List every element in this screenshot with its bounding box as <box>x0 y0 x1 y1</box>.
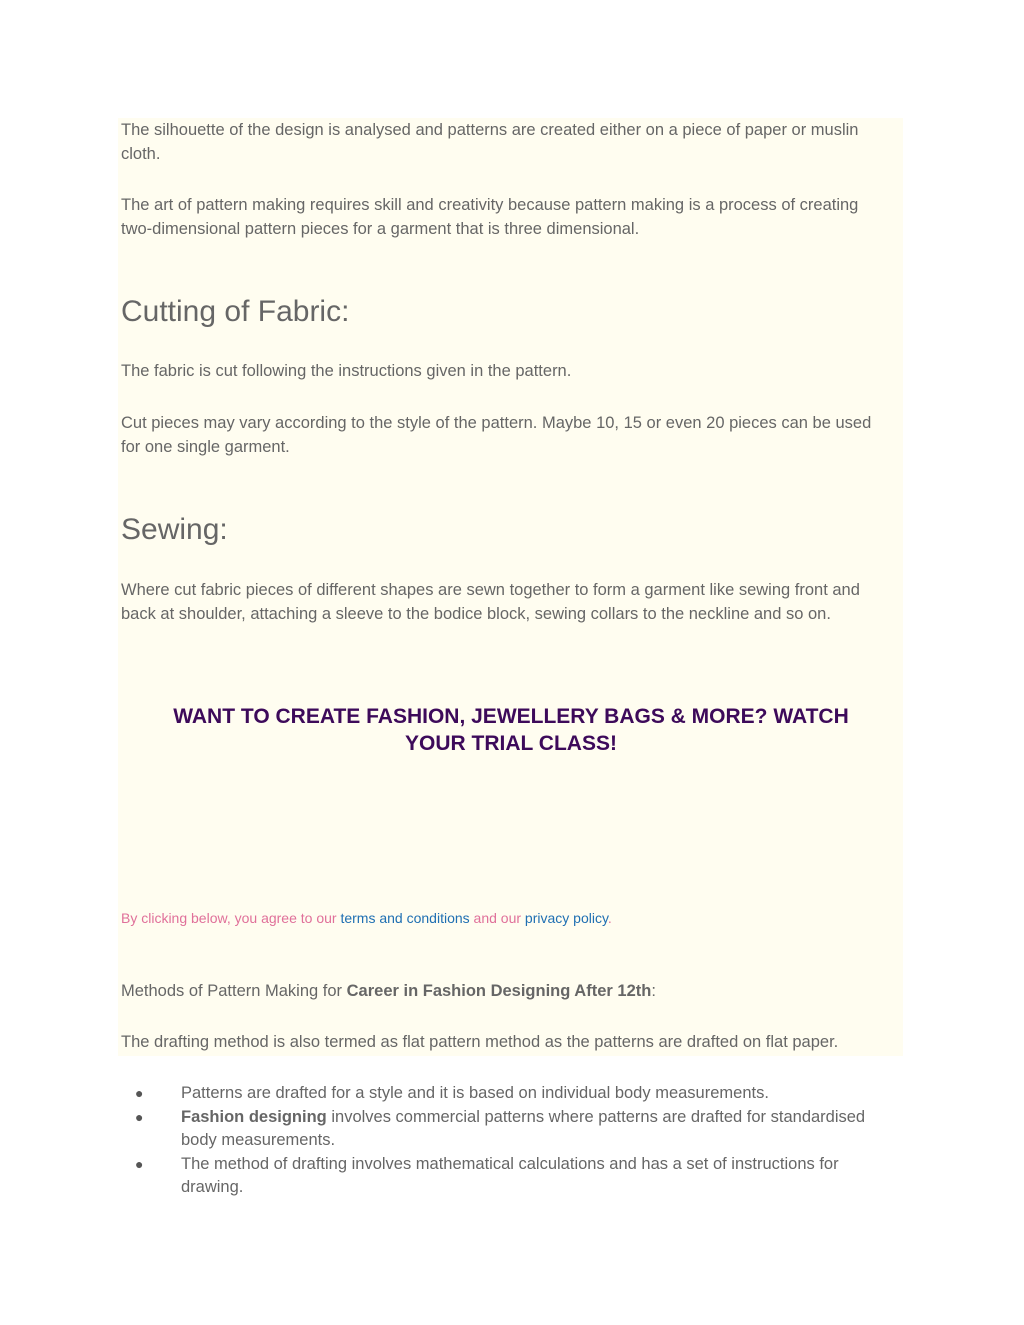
bullet-bold-2: Fashion designing <box>181 1107 327 1126</box>
bullet-text-2: involves commercial patterns where patterns are drafted for standardised body measurements. <box>181 1107 866 1149</box>
bullet-icon: ● <box>135 1085 144 1101</box>
consent-prefix: By clicking below, you agree to our <box>121 910 341 926</box>
sewing-paragraph: Where cut fabric pieces of different shapes are sewn together to form a garment like sewing front and back at shoulder, attaching a sleeve to the bodice block, sewing collars to the neckline and so on. <box>121 581 860 623</box>
intro-paragraph-1: The silhouette of the design is analysed and patterns are created either on a piece of paper or muslin cloth. <box>121 121 859 163</box>
sewing-heading: Sewing: <box>121 513 228 546</box>
cutting-heading: Cutting of Fabric: <box>121 295 350 328</box>
trial-class-cta[interactable] <box>121 703 901 757</box>
consent-suffix: . <box>607 910 612 926</box>
consent-text <box>121 908 612 928</box>
list-item <box>121 1153 891 1200</box>
privacy-link[interactable]: privacy policy <box>524 910 608 926</box>
consent-middle: and our <box>469 910 525 926</box>
cta-line-1: WANT TO CREATE FASHION, JEWELLERY BAGS & MORE? WATCH <box>173 705 849 728</box>
cutting-paragraph-2: Cut pieces may vary according to the style of the pattern. Maybe 10, 15 or even 20 pieces can be used for one single garment. <box>121 414 872 456</box>
methods-bold-title: Career in Fashion Designing After 12th <box>346 982 652 1000</box>
cta-line-2: YOUR TRIAL CLASS! <box>405 732 617 755</box>
cutting-paragraph-1: The fabric is cut following the instructions given in the pattern. <box>121 362 572 380</box>
terms-link[interactable]: terms and conditions <box>340 910 470 926</box>
bullet-text-3: The method of drafting involves mathematical calculations and has a set of instructions for drawing. <box>181 1154 839 1196</box>
bullet-text-1: Patterns are drafted for a style and it is based on individual body measurements. <box>181 1084 769 1102</box>
methods-suffix: : <box>651 982 656 1000</box>
intro-paragraph-2: The art of pattern making requires skill and creativity because pattern making is a process of creating two-dimensional pattern pieces for a garment that is three dimensional. <box>121 196 859 238</box>
list-item <box>121 1106 891 1153</box>
methods-paragraph <box>121 980 891 1004</box>
bullet-icon: ● <box>135 1155 144 1172</box>
list-item <box>121 1082 891 1106</box>
drafting-paragraph: The drafting method is also termed as flat pattern method as the patterns are drafted on flat paper. <box>121 1033 839 1051</box>
bullet-icon: ● <box>135 1108 144 1125</box>
methods-prefix: Methods of Pattern Making for <box>121 982 347 1000</box>
drafting-bullet-list <box>121 1082 891 1200</box>
